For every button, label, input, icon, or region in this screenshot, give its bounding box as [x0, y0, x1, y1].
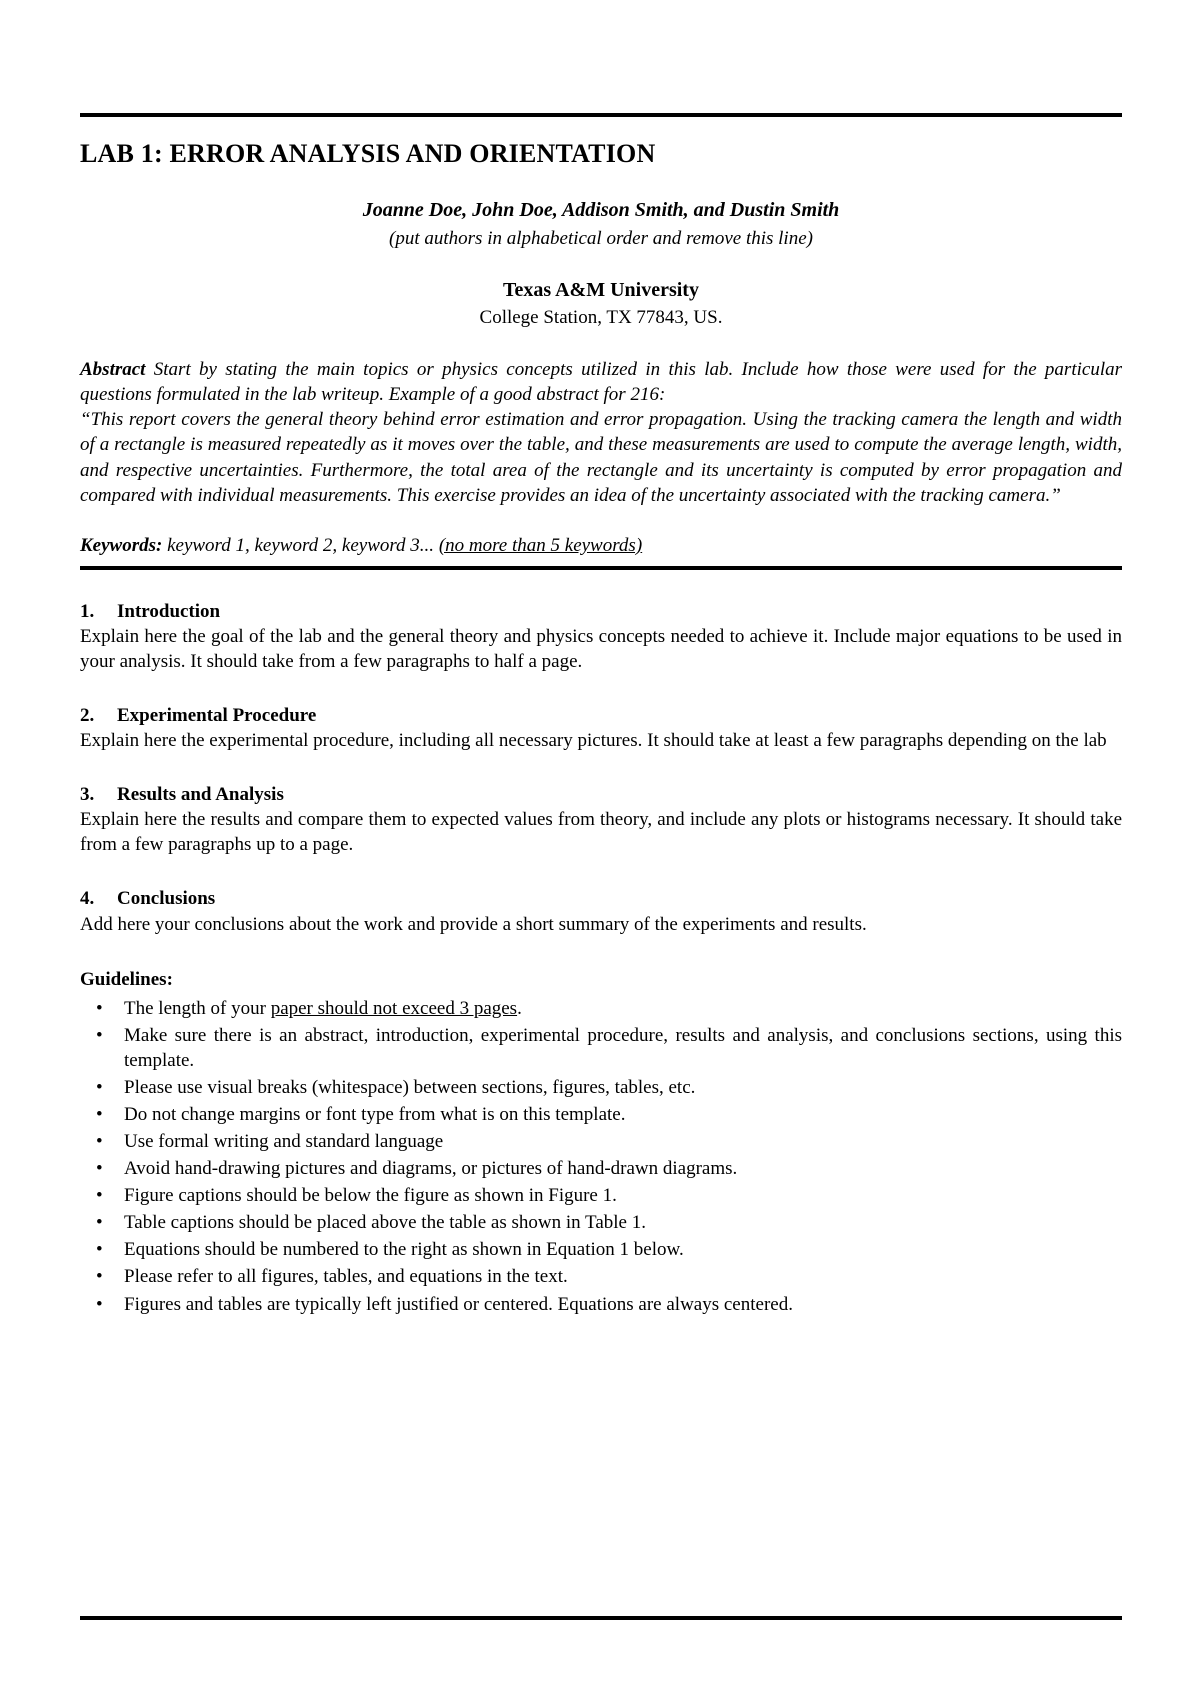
- abstract-label: Abstract: [80, 359, 146, 381]
- keywords-label: Keywords:: [80, 534, 163, 556]
- section-heading: [80, 782, 1122, 807]
- section-heading: [80, 886, 1122, 911]
- guideline-item: [124, 996, 1122, 1021]
- guidelines-heading: Guidelines:: [80, 968, 173, 990]
- affiliation-address: College Station, TX 77843, US.: [479, 307, 723, 329]
- document-content: [80, 113, 1122, 1319]
- guideline-item: [124, 1075, 1122, 1100]
- section-number: 2.: [80, 705, 95, 727]
- abstract-paragraph: [80, 357, 1122, 407]
- section-number: 3.: [80, 784, 95, 806]
- guideline-text: Figures and tables are typically left justified or centered. Equations are always centered.: [124, 1293, 793, 1315]
- authors-note: (put authors in alphabetical order and remove this line): [389, 227, 813, 249]
- guideline-text: Avoid hand-drawing pictures and diagrams, or pictures of hand-drawn diagrams.: [124, 1158, 738, 1180]
- section-experimental-procedure: [80, 703, 1122, 753]
- section-title: Experimental Procedure: [117, 705, 317, 727]
- section-number: 4.: [80, 888, 95, 910]
- keywords-line: [80, 533, 1122, 558]
- abstract-text: Start by stating the main topics or physics concepts utilized in this lab. Include how those were used for the particular questions formulated in the lab writeup. Example of a good abstract for 216:: [80, 359, 1122, 406]
- guideline-item: [124, 1156, 1122, 1181]
- section-heading: [80, 599, 1122, 624]
- guideline-text: Equations should be numbered to the right as shown in Equation 1 below.: [124, 1239, 684, 1261]
- guideline-text: Please use visual breaks (whitespace) between sections, figures, tables, etc.: [124, 1076, 696, 1098]
- section-body: Explain here the experimental procedure, including all necessary pictures. It should take at least a few paragraphs depending on the lab: [80, 730, 1107, 752]
- guideline-underlined-text: paper should not exceed 3 pages: [270, 997, 518, 1019]
- section-body: Add here your conclusions about the work and provide a short summary of the experiments and results.: [80, 913, 867, 935]
- bottom-rule: [80, 1616, 1122, 1620]
- top-rule: [80, 113, 1122, 117]
- guideline-text: Make sure there is an abstract, introduction, experimental procedure, results and analysis, and conclusions sections, using this template.: [124, 1024, 1122, 1071]
- guideline-item: [124, 1023, 1122, 1073]
- authors-line: Joanne Doe, John Doe, Addison Smith, and Dustin Smith: [362, 199, 840, 222]
- guideline-item: [124, 1183, 1122, 1208]
- section-body: Explain here the results and compare them to expected values from theory, and include any plots or histograms necessary. It should take from a few paragraphs up to a page.: [80, 809, 1122, 856]
- keywords-rule: [80, 566, 1122, 570]
- section-number: 1.: [80, 600, 95, 622]
- guideline-text: The length of your: [124, 997, 271, 1019]
- page-title: LAB 1: ERROR ANALYSIS AND ORIENTATION: [80, 139, 656, 168]
- guideline-text: Please refer to all figures, tables, and equations in the text.: [124, 1266, 568, 1288]
- guideline-item: [124, 1237, 1122, 1262]
- guideline-item: [124, 1129, 1122, 1154]
- section-title: Results and Analysis: [117, 784, 284, 806]
- section-introduction: [80, 599, 1122, 674]
- keywords-list: keyword 1, keyword 2, keyword 3...: [162, 534, 439, 556]
- guidelines-list: [80, 996, 1122, 1317]
- keywords-note: (no more than 5 keywords): [438, 534, 643, 556]
- section-results-and-analysis: [80, 782, 1122, 857]
- section-heading: [80, 703, 1122, 728]
- section-title: Introduction: [117, 600, 221, 622]
- guideline-text: Table captions should be placed above the table as shown in Table 1.: [124, 1212, 646, 1234]
- section-body: Explain here the goal of the lab and the general theory and physics concepts needed to achieve it. Include major equations to be used in your analysis. It should take from a few paragraphs to half a page.: [80, 625, 1122, 672]
- guideline-text-post: .: [517, 997, 522, 1019]
- guideline-text: Figure captions should be below the figure as shown in Figure 1.: [124, 1185, 617, 1207]
- guideline-item: [124, 1102, 1122, 1127]
- guideline-text: Use formal writing and standard language: [124, 1131, 444, 1153]
- affiliation-name: Texas A&M University: [503, 278, 699, 301]
- guideline-item: [124, 1264, 1122, 1289]
- guideline-item: [124, 1292, 1122, 1317]
- abstract-example-quote: “This report covers the general theory behind error estimation and error propagation. Using the tracking camera the length and width of a rectangle is measured repeatedly as it moves over the table, and these measurements are used to compute the average length, width, and respective uncertainties. Furthermore, the total area of the rectangle and its uncertainty is computed by error propagation and compared with individual measurements. This exercise provides an idea of the uncertainty associated with the tracking camera.”: [80, 409, 1122, 506]
- section-conclusions: [80, 886, 1122, 936]
- guideline-text: Do not change margins or font type from what is on this template.: [124, 1103, 626, 1125]
- guideline-item: [124, 1210, 1122, 1235]
- section-title: Conclusions: [117, 888, 216, 910]
